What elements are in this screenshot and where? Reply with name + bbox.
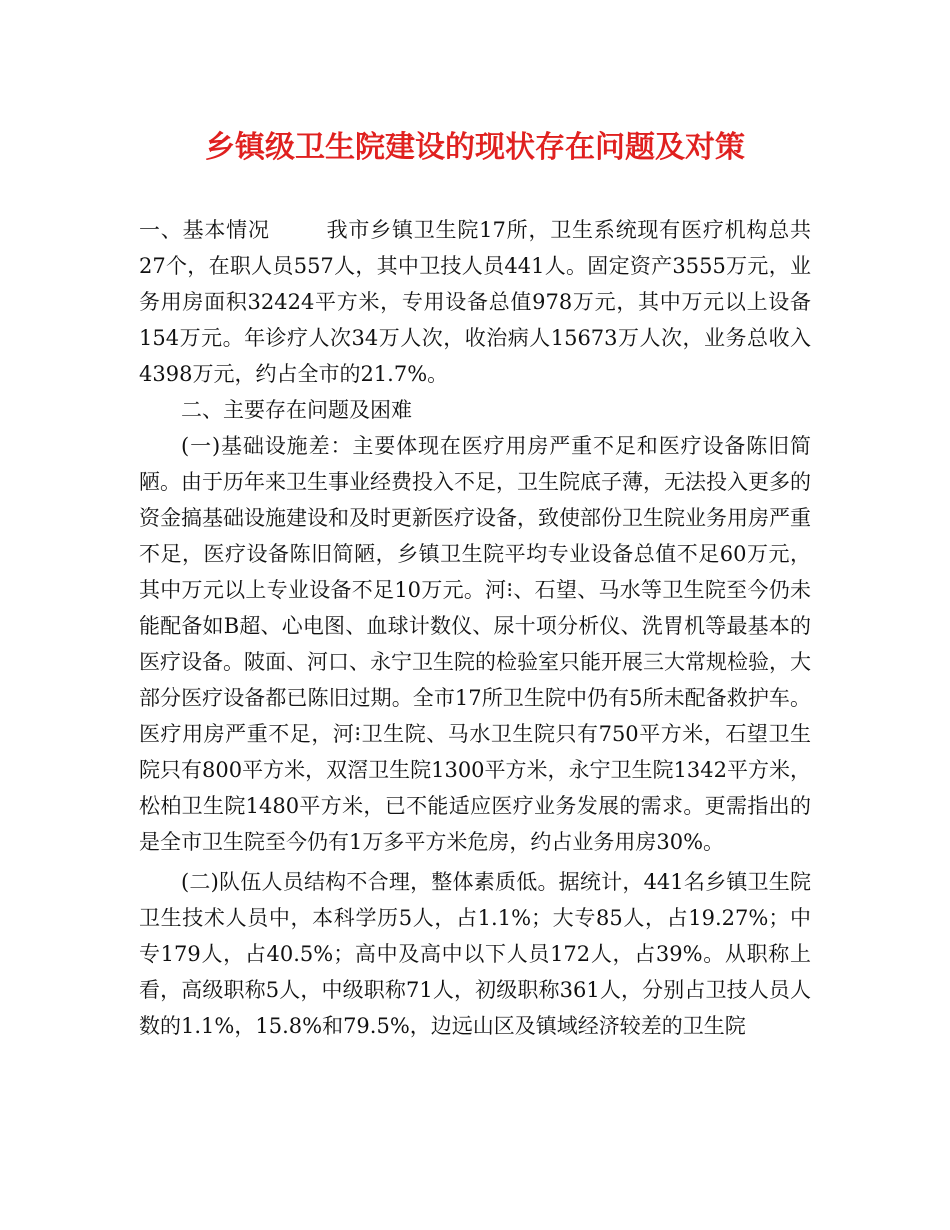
section-heading-basic: 一、基本情况 — [139, 218, 270, 242]
document-title: 乡镇级卫生院建设的现状存在问题及对策 — [205, 130, 745, 165]
section-basic-text: 我市乡镇卫生院17所，卫生系统现有医疗机构总共27个，在职人员557人，其中卫技人员441人。固定资产3555万元，业务用房面积32424平方米，专用设备总值978万元，其中万元以上设备154万元。年诊疗人次34万人次，收治病人15673万人次，业务总收入4398万元，约占全市的21.7%。 — [139, 218, 811, 386]
paragraph-staff-structure: (二)队伍人员结构不合理，整体素质低。据统计，441名乡镇卫生院卫生技术人员中，本科学历5人，占1.1%；大专85人，占19.27%；中专179人，占40.5%；高中及高中以下人员172人，占39%。从职称上看，高级职称5人，中级职称71人，初级职称361人，分别占卫技人员人数的1.1%，15.8%和79.5%，边远山区及镇域经济较差的卫生院 — [139, 870, 811, 1038]
document-body — [139, 212, 811, 1044]
section-heading-problems: 二、主要存在问题及困难 — [181, 398, 412, 422]
paragraph-infrastructure: (一)基础设施差：主要体现在医疗用房严重不足和医疗设备陈旧简陋。由于历年来卫生事业经费投入不足，卫生院底子薄，无法投入更多的资金搞基础设施建设和及时更新医疗设备，致使部份卫生院业务用房严重不足，医疗设备陈旧简陋，乡镇卫生院平均专业设备总值不足60万元，其中万元以上专业设备不足10万元。河⁝、石望、马水等卫生院至今仍未能配备如B超、心电图、血球计数仪、尿十项分析仪、洗胃机等最基本的医疗设备。陂面、河口、永宁卫生院的检验室只能开展三大常规检验，大部分医疗设备都已陈旧过期。全市17所卫生院中仍有5所未配备救护车。医疗用房严重不足，河⁝卫生院、马水卫生院只有750平方米，石望卫生院只有800平方米，双滘卫生院1300平方米，永宁卫生院1342平方米，松柏卫生院1480平方米，已不能适应医疗业务发展的需求。更需指出的是全市卫生院至今仍有1万多平方米危房，约占业务用房30%。 — [139, 434, 811, 854]
section-basic-situation — [139, 212, 811, 392]
